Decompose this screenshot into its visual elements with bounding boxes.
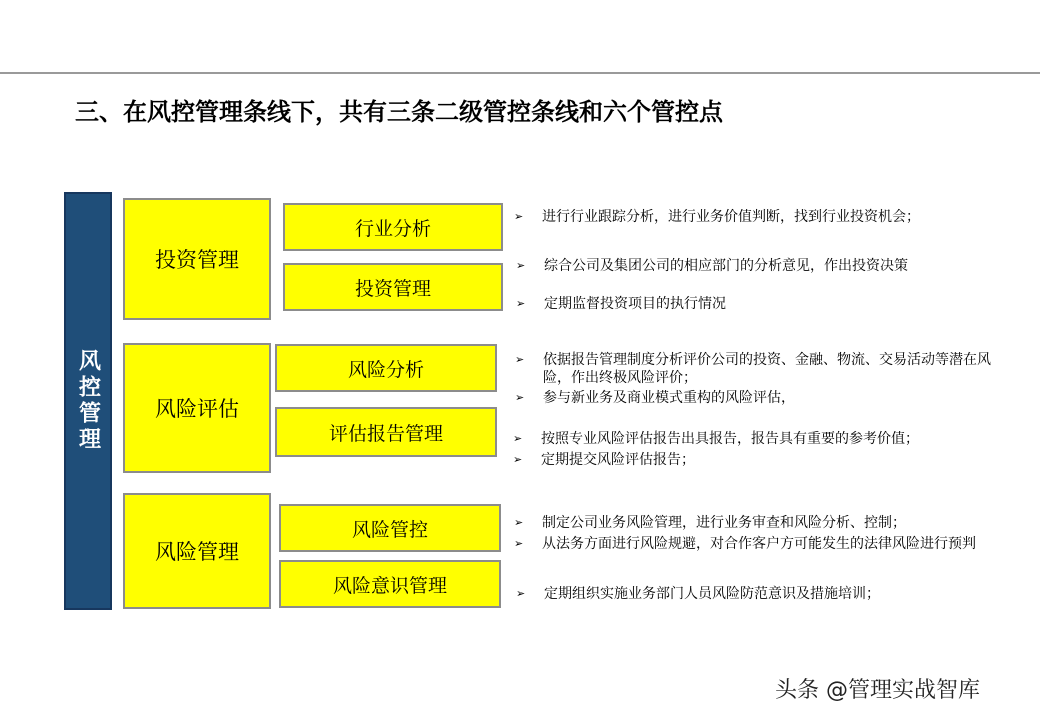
arrow-bullet-icon: ➢	[514, 516, 524, 529]
arrow-bullet-icon: ➢	[514, 210, 524, 223]
bullet-item: ➢ 按照专业风险评估报告出具报告，报告具有重要的参考价值；	[513, 431, 919, 447]
side-label-box	[64, 192, 112, 610]
arrow-bullet-icon: ➢	[513, 453, 523, 466]
bullet-item: ➢ 定期监督投资项目的执行情况	[516, 296, 726, 312]
arrow-bullet-icon: ➢	[514, 537, 524, 550]
bullet-item: ➢ 依据报告管理制度分析评价公司的投资、金融、物流、交易活动等潜在风险，作出终极风险评价；	[515, 352, 991, 386]
side-label: 风控管理	[75, 349, 101, 453]
sub-box-risk-awareness: 风险意识管理	[279, 560, 501, 608]
top-divider	[0, 72, 1040, 74]
group-box-risk-management: 风险管理	[123, 493, 271, 609]
arrow-bullet-icon: ➢	[515, 353, 525, 366]
sub-box-report-mgmt: 评估报告管理	[275, 407, 497, 457]
arrow-bullet-icon: ➢	[516, 259, 526, 272]
group-box-investment: 投资管理	[123, 198, 271, 320]
sub-box-investment-mgmt: 投资管理	[283, 263, 503, 311]
arrow-bullet-icon: ➢	[513, 432, 523, 445]
arrow-bullet-icon: ➢	[516, 587, 526, 600]
page-title: 三、在风控管理条线下，共有三条二级管控条线和六个管控点	[75, 98, 723, 126]
sub-box-risk-control: 风险管控	[279, 504, 501, 552]
bullet-item: ➢ 定期提交风险评估报告；	[513, 452, 695, 468]
sub-box-industry-analysis: 行业分析	[283, 203, 503, 251]
sub-box-risk-analysis: 风险分析	[275, 344, 497, 392]
bullet-item: ➢ 参与新业务及商业模式重构的风险评估，	[515, 390, 795, 406]
arrow-bullet-icon: ➢	[515, 391, 525, 404]
group-box-risk-assessment: 风险评估	[123, 343, 271, 473]
bullet-item: ➢ 进行行业跟踪分析，进行业务价值判断，找到行业投资机会；	[514, 209, 920, 225]
bullet-item: ➢ 定期组织实施业务部门人员风险防范意识及措施培训；	[516, 586, 880, 602]
arrow-bullet-icon: ➢	[516, 297, 526, 310]
bullet-item: ➢ 制定公司业务风险管理，进行业务审查和风险分析、控制；	[514, 515, 906, 531]
watermark: 头条 @管理实战智库	[775, 678, 980, 703]
bullet-item: ➢ 综合公司及集团公司的相应部门的分析意见，作出投资决策	[516, 258, 908, 274]
bullet-item: ➢ 从法务方面进行风险规避，对合作客户方可能发生的法律风险进行预判	[514, 536, 976, 552]
